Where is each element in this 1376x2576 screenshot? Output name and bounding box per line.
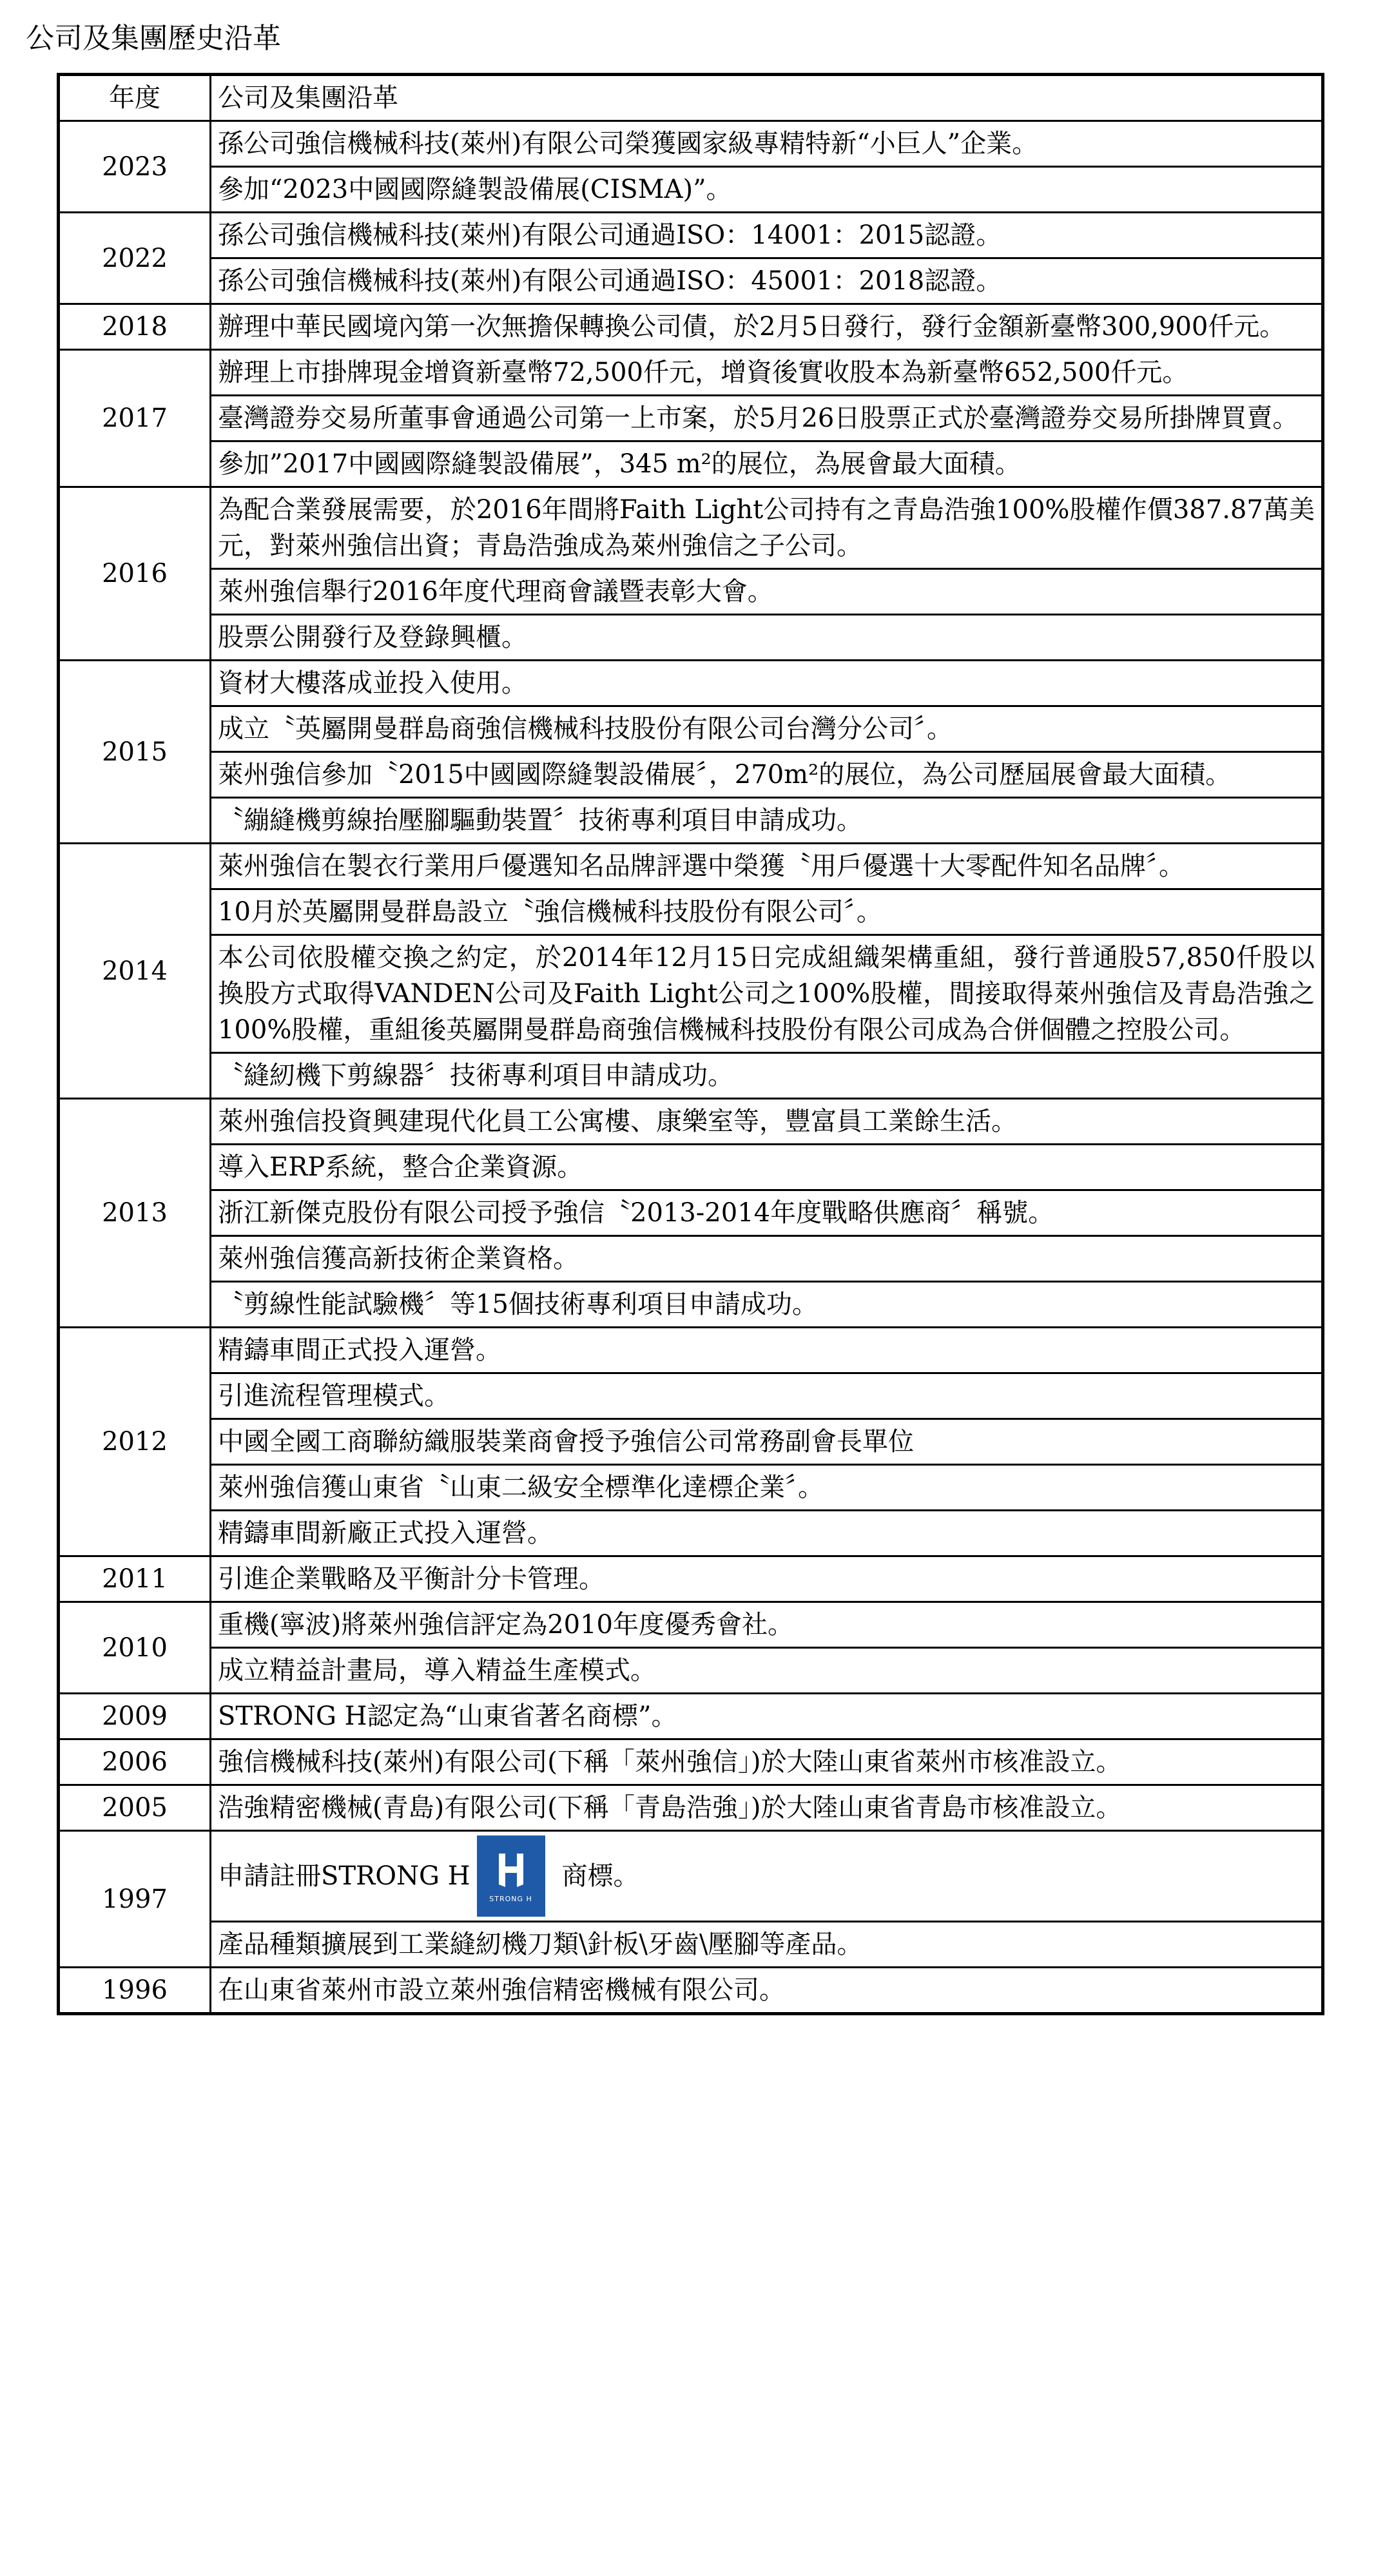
- table-row: [59, 935, 1323, 1053]
- event-cell: 引進企業戰略及平衡計分卡管理。: [211, 1556, 1323, 1602]
- table-row: [59, 1145, 1323, 1190]
- year-cell: 2009: [59, 1694, 211, 1739]
- table-row: [59, 1694, 1323, 1739]
- event-cell: 強信機械科技(萊州)有限公司(下稱「萊州強信」)於大陸山東省萊州市核准設立。: [211, 1739, 1323, 1785]
- event-cell: 辦理上市掛牌現金增資新臺幣72,500仟元，增資後實收股本為新臺幣652,500仟元。: [211, 350, 1323, 396]
- event-cell: 引進流程管理模式。: [211, 1373, 1323, 1419]
- year-cell: 2016: [59, 487, 211, 661]
- year-cell: 2022: [59, 213, 211, 304]
- year-cell: 2012: [59, 1328, 211, 1556]
- table-row: [59, 1922, 1323, 1968]
- table-row: [59, 441, 1323, 487]
- event-cell: 精鑄車間新廠正式投入運營。: [211, 1511, 1323, 1556]
- table-header-row: [59, 75, 1323, 121]
- event-cell: 本公司依股權交換之約定，於2014年12月15日完成組織架構重組，發行普通股57,850仟股以換股方式取得VANDEN公司及Faith Light公司之100%股權，間接取得萊州強信及青島浩強之100%股權，重組後英屬開曼群島商強信機械科技股份有限公司成為合併個體之控股公司。: [211, 935, 1323, 1053]
- table-row: [59, 304, 1323, 350]
- year-cell: 2023: [59, 121, 211, 213]
- table-row: [59, 706, 1323, 752]
- event-cell: 導入ERP系統，整合企業資源。: [211, 1145, 1323, 1190]
- event-cell: 臺灣證券交易所董事會通過公司第一上市案，於5月26日股票正式於臺灣證券交易所掛牌買賣。: [211, 396, 1323, 441]
- event-cell: 浩強精密機械(青島)有限公司(下稱「青島浩強」)於大陸山東省青島市核准設立。: [211, 1785, 1323, 1831]
- trademark-event-cell: [211, 1831, 1323, 1922]
- event-cell: 〝縫紉機下剪線器〞技術專利項目申請成功。: [211, 1053, 1323, 1099]
- event-cell: 股票公開發行及登錄興櫃。: [211, 615, 1323, 661]
- year-cell: 1997: [59, 1831, 211, 1968]
- event-cell: 萊州強信獲高新技術企業資格。: [211, 1236, 1323, 1282]
- year-cell: 2011: [59, 1556, 211, 1602]
- event-cell: 浙江新傑克股份有限公司授予強信〝2013-2014年度戰略供應商〞稱號。: [211, 1190, 1323, 1236]
- table-row: [59, 1236, 1323, 1282]
- event-cell: 萊州強信投資興建現代化員工公寓樓、康樂室等，豐富員工業餘生活。: [211, 1099, 1323, 1145]
- table-row: [59, 844, 1323, 889]
- table-row: [59, 1328, 1323, 1373]
- table-row: [59, 121, 1323, 167]
- history-table-body: [59, 121, 1323, 2014]
- event-cell: 重機(寧波)將萊州強信評定為2010年度優秀會社。: [211, 1602, 1323, 1648]
- event-cell: 萊州強信獲山東省〝山東二級安全標準化達標企業〞。: [211, 1465, 1323, 1511]
- table-row: [59, 798, 1323, 844]
- table-row: [59, 1282, 1323, 1328]
- event-cell: 精鑄車間正式投入運營。: [211, 1328, 1323, 1373]
- event-cell: 萊州強信舉行2016年度代理商會議暨表彰大會。: [211, 569, 1323, 615]
- table-row: [59, 615, 1323, 661]
- event-cell: 參加“2023中國國際縫製設備展(CISMA)”。: [211, 167, 1323, 213]
- table-row: [59, 1648, 1323, 1694]
- logo-caption: STRONG H: [489, 1895, 532, 1903]
- table-row: [59, 752, 1323, 798]
- table-row: [59, 213, 1323, 258]
- table-row: [59, 1373, 1323, 1419]
- event-cell: 萊州強信參加〝2015中國國際縫製設備展〞，270m²的展位，為公司歷屆展會最大面積。: [211, 752, 1323, 798]
- h-mark-icon: [492, 1848, 530, 1892]
- event-cell: 孫公司強信機械科技(萊州)有限公司通過ISO：14001：2015認證。: [211, 213, 1323, 258]
- event-cell: 在山東省萊州市設立萊州強信精密機械有限公司。: [211, 1968, 1323, 2014]
- year-cell: 2015: [59, 661, 211, 844]
- table-row: [59, 1190, 1323, 1236]
- table-row: [59, 1831, 1323, 1922]
- table-row: [59, 1099, 1323, 1145]
- table-row: [59, 258, 1323, 304]
- table-row: [59, 1511, 1323, 1556]
- table-row: [59, 487, 1323, 569]
- history-table: [57, 73, 1324, 2015]
- event-cell: 產品種類擴展到工業縫紉機刀類\針板\牙齒\壓腳等產品。: [211, 1922, 1323, 1968]
- table-row: [59, 1968, 1323, 2014]
- event-cell: 孫公司強信機械科技(萊州)有限公司榮獲國家級專精特新“小巨人”企業。: [211, 121, 1323, 167]
- table-row: [59, 661, 1323, 706]
- event-cell: 〝繃縫機剪線抬壓腳驅動裝置〞技術專利項目申請成功。: [211, 798, 1323, 844]
- page-title: 公司及集團歷史沿革: [26, 22, 281, 55]
- year-cell: 2005: [59, 1785, 211, 1831]
- year-cell: 2010: [59, 1602, 211, 1694]
- year-cell: 2018: [59, 304, 211, 350]
- event-cell: 辦理中華民國境內第一次無擔保轉換公司債，於2月5日發行，發行金額新臺幣300,900仟元。: [211, 304, 1323, 350]
- event-cell: 為配合業發展需要，於2016年間將Faith Light公司持有之青島浩強100%股權作價387.87萬美元，對萊州強信出資；青島浩強成為萊州強信之子公司。: [211, 487, 1323, 569]
- table-row: [59, 1465, 1323, 1511]
- table-row: [59, 1602, 1323, 1648]
- event-cell: 資材大樓落成並投入使用。: [211, 661, 1323, 706]
- event-cell: 成立〝英屬開曼群島商強信機械科技股份有限公司台灣分公司〞。: [211, 706, 1323, 752]
- table-row: [59, 1419, 1323, 1465]
- trademark-text-before: 申請註冊STRONG H: [218, 1861, 470, 1891]
- event-cell: 〝剪線性能試驗機〞等15個技術專利項目申請成功。: [211, 1282, 1323, 1328]
- description-column-header: 公司及集團沿革: [211, 75, 1323, 121]
- year-cell: 2017: [59, 350, 211, 487]
- event-cell: 成立精益計畫局，導入精益生產模式。: [211, 1648, 1323, 1694]
- event-cell: 10月於英屬開曼群島設立〝強信機械科技股份有限公司〞。: [211, 889, 1323, 935]
- table-row: [59, 1785, 1323, 1831]
- table-row: [59, 1053, 1323, 1099]
- table-row: [59, 167, 1323, 213]
- year-column-header: 年度: [59, 75, 211, 121]
- event-cell: 孫公司強信機械科技(萊州)有限公司通過ISO：45001：2018認證。: [211, 258, 1323, 304]
- event-cell: 中國全國工商聯紡織服裝業商會授予強信公司常務副會長單位: [211, 1419, 1323, 1465]
- table-row: [59, 569, 1323, 615]
- table-row: [59, 1556, 1323, 1602]
- strong-h-logo-icon: [477, 1835, 545, 1917]
- table-row: [59, 889, 1323, 935]
- event-cell: 萊州強信在製衣行業用戶優選知名品牌評選中榮獲〝用戶優選十大零配件知名品牌〞。: [211, 844, 1323, 889]
- event-cell: STRONG H認定為“山東省著名商標”。: [211, 1694, 1323, 1739]
- year-cell: 2013: [59, 1099, 211, 1328]
- trademark-text-after: 商標。: [561, 1861, 639, 1891]
- year-cell: 2014: [59, 844, 211, 1099]
- table-row: [59, 350, 1323, 396]
- trademark-line: [218, 1835, 1315, 1917]
- table-row: [59, 1739, 1323, 1785]
- table-row: [59, 396, 1323, 441]
- event-cell: 參加”2017中國國際縫製設備展”，345 m²的展位，為展會最大面積。: [211, 441, 1323, 487]
- year-cell: 2006: [59, 1739, 211, 1785]
- year-cell: 1996: [59, 1968, 211, 2014]
